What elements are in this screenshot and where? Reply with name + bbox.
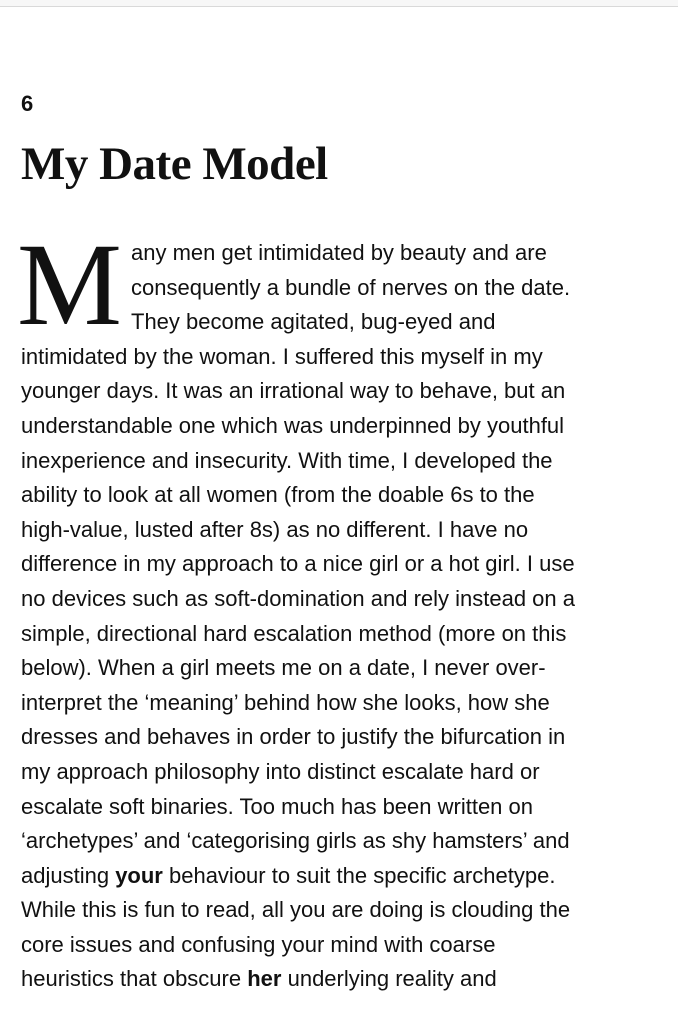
text-line [21,478,643,513]
chapter-title: My Date Model [21,138,328,190]
text-line [21,582,643,617]
text-line [21,374,643,409]
text-segment: They become agitated, bug-eyed and [131,309,496,335]
text-line [21,824,643,859]
text-segment: ability to look at all women (from the doable 6s to the [21,482,535,508]
text-line [21,651,643,686]
text-segment: younger days. It was an irrational way to behave, but an [21,378,566,404]
text-segment: simple, directional hard escalation method (more on this [21,620,567,646]
text-segment: intimidated by the woman. I suffered this myself in my [21,343,543,369]
body-text [17,219,643,997]
text-segment: high-value, lusted after 8s) as no different. I have no [21,516,529,542]
text-line [21,617,643,652]
text-segment: inexperience and insecurity. With time, I developed the [21,447,553,473]
text-segment: dresses and behaves in order to justify the bifurcation in [21,724,566,750]
text-segment: core issues and confusing your mind with coarse [21,931,496,957]
text-line [21,686,643,721]
top-border [0,0,678,7]
text-segment: understandable one which was underpinned by youthful [21,412,565,438]
text-segment: heuristics that obscure [21,966,248,992]
text-segment: adjusting [21,862,116,888]
text-line [21,444,643,479]
text-segment: any men get intimidated by beauty and are [131,240,547,265]
text-line [21,547,643,582]
text-line [21,790,643,825]
text-line [21,409,643,444]
emphasis-text: your [115,862,163,888]
drop-cap: M [17,219,122,350]
text-line [21,859,643,894]
emphasis-text: her [247,966,282,992]
text-segment: underlying reality and [281,966,497,992]
text-segment: below). When a girl meets me on a date, I never over- [21,655,546,681]
text-line [21,928,643,963]
text-segment: consequently a bundle of nerves on the date. [131,274,571,300]
text-segment: While this is fun to read, all you are doing is clouding the [21,897,571,923]
text-segment: escalate soft binaries. Too much has been written on [21,793,534,819]
text-line [21,893,643,928]
text-line [21,513,643,548]
chapter-number: 6 [21,91,34,116]
text-line [21,962,643,997]
text-line [21,755,643,790]
text-segment: behaviour to suit the specific archetype. [162,862,556,888]
text-segment: my approach philosophy into distinct escalate hard or [21,758,540,784]
text-segment: no devices such as soft-domination and rely instead on a [21,585,575,611]
text-segment: ‘archetypes’ and ‘categorising girls as shy hamsters’ and [21,828,570,854]
text-line [21,720,643,755]
text-segment: difference in my approach to a nice girl or a hot girl. I use [21,551,575,577]
text-segment: interpret the ‘meaning’ behind how she looks, how she [21,689,550,715]
